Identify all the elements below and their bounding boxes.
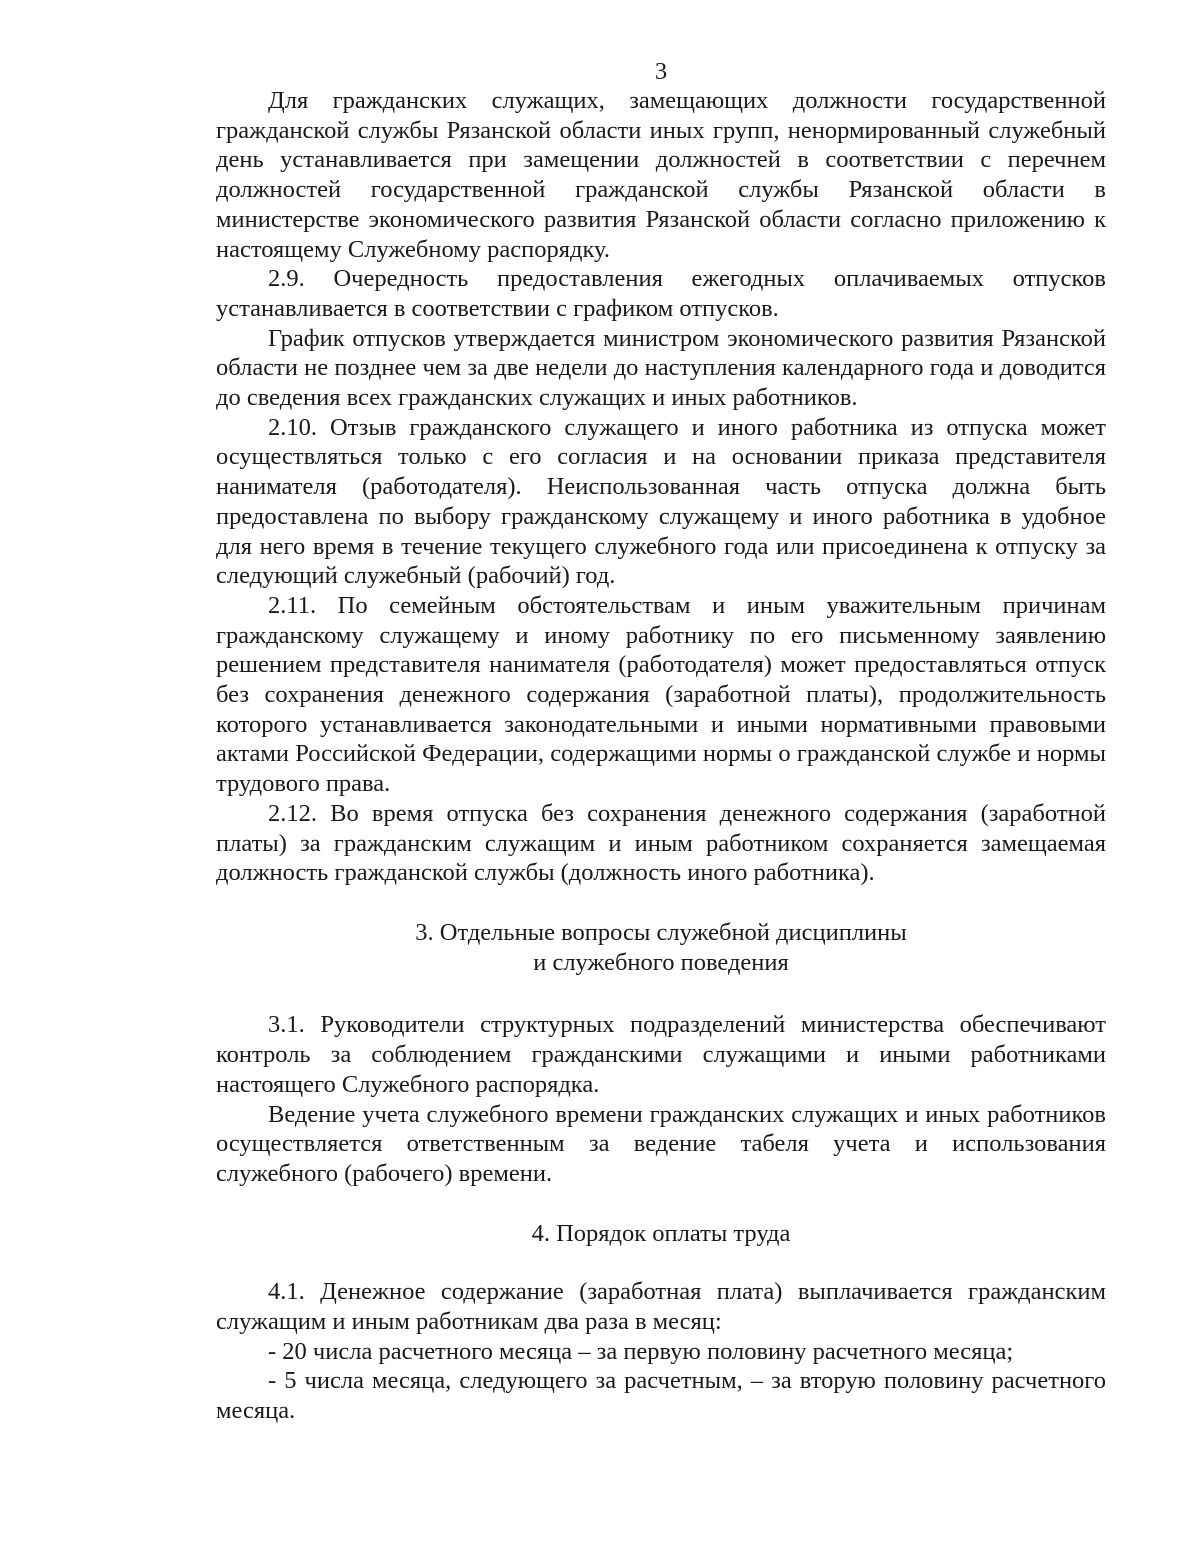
page-number: 3 (654, 58, 668, 85)
paragraph-3-1: 3.1. Руководители структурных подразделений министерства обеспечивают контроль за соблюдением гражданскими служащими и иными работниками настоящего Служебного распорядка. (216, 1011, 1106, 1098)
paragraph-2-9: 2.9. Очередность предоставления ежегодных оплачиваемых отпусков устанавливается в соответствии с графиком отпусков. (216, 265, 1106, 322)
paragraph-payment-20: - 20 числа расчетного месяца – за первую половину расчетного месяца; (268, 1337, 1014, 1365)
paragraph-4-1: 4.1. Денежное содержание (заработная плата) выплачивается гражданским служащим и иным работникам два раза в месяц: (216, 1278, 1106, 1336)
paragraph-2-12: 2.12. Во время отпуска без сохранения денежного содержания (заработной платы) за гражданским служащим и иным работником сохраняется замещаемая должность гражданской службы (должность иного работника). (216, 799, 1106, 887)
section-3-heading-line1: 3. Отдельные вопросы служебной дисциплины (415, 918, 907, 946)
section-3-heading-line2: и служебного поведения (533, 948, 789, 976)
paragraph-ненормированный-день: Для гражданских служащих, замещающих должности государственной гражданской службы Рязанской области иных групп, ненормированный служебный день устанавливается при замещении должностей в соответствии с перечнем должностей государственной гражданской службы Рязанской области в министерстве экономического развития Рязанской области согласно приложению к настоящему Служебному распорядку. (216, 87, 1106, 263)
section-4-heading: 4. Порядок оплаты труда (531, 1219, 791, 1247)
paragraph-2-10: 2.10. Отзыв гражданского служащего и иного работника из отпуска может осуществляться только с его согласия и на основании приказа представителя нанимателя (работодателя). Неиспользованная часть отпуска должна быть предоставлена по выбору гражданскому служащему и иного работника в удобное для него время в течение текущего служебного года или присоединена к отпуску за следующий служебный (рабочий) год. (216, 413, 1106, 590)
paragraph-2-11: 2.11. По семейным обстоятельствам и иным уважительным причинам гражданскому служащему и иному работнику по его письменному заявлению решением представителя нанимателя (работодателя) может предоставляться отпуск без сохранения денежного содержания (заработной платы), продолжительность которого устанавливается законодательными и иными нормативными правовыми актами Российской Федерации, содержащими нормы о гражданской службе и нормы трудового права. (216, 591, 1106, 798)
document-page (216, 58, 1106, 1426)
paragraph-payment-5: - 5 числа месяца, следующего за расчетным, – за вторую половину расчетного месяца. (216, 1367, 1106, 1425)
paragraph-grafik-otpuskov: График отпусков утверждается министром экономического развития Рязанской области не позднее чем за две недели до наступления календарного года и доводится до сведения всех гражданских служащих и иных работников. (216, 324, 1106, 412)
paragraph-uchet-vremeni: Ведение учета служебного времени гражданских служащих и иных работников осуществляется ответственным за ведение табеля учета и использования служебного (рабочего) времени. (216, 1100, 1106, 1187)
